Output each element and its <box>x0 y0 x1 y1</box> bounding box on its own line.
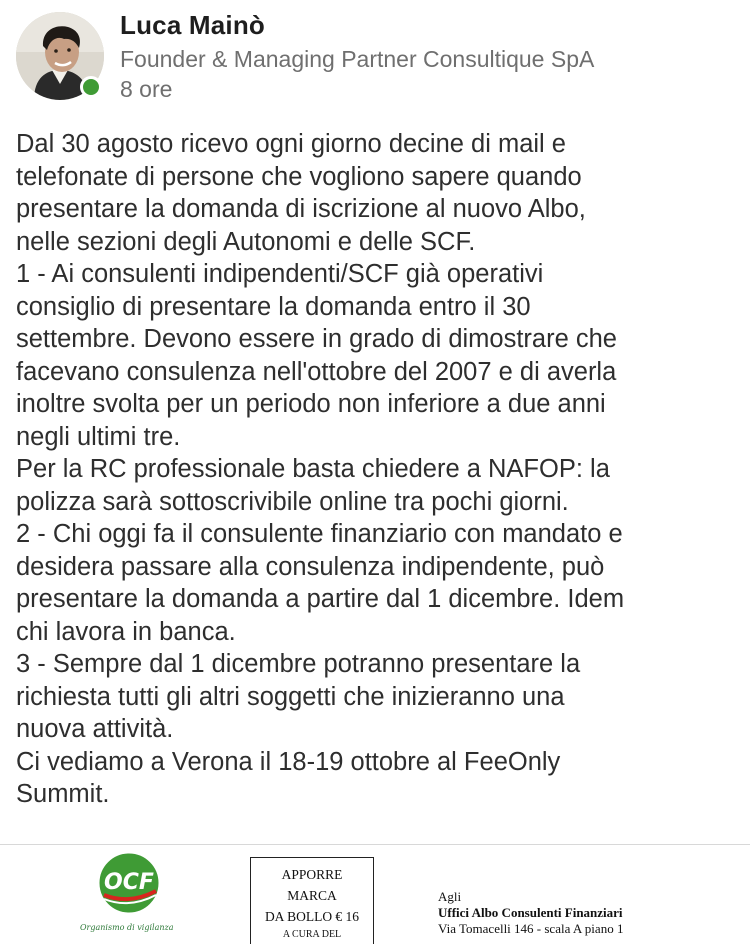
post-body-line: consiglio di presentare la domanda entro il 30 <box>16 292 531 321</box>
ocf-logo <box>92 851 170 919</box>
post-body-line: Per la RC professionale basta chiedere a NAFOP: la <box>16 455 610 483</box>
online-status-indicator <box>80 76 102 98</box>
post-body-line: 1 - Ai consulenti indipendenti/SCF già operativi <box>16 260 544 288</box>
attached-document-image[interactable] <box>0 844 750 944</box>
post-body <box>16 128 744 811</box>
post-body-line: nuova attività. <box>16 715 174 743</box>
post-body-line: chi lavora in banca. <box>16 617 236 646</box>
avatar[interactable] <box>16 12 104 100</box>
post-body-line: negli ultimi tre. <box>16 422 181 451</box>
address-line: Agli <box>438 889 462 904</box>
post-body-line: richiesta tutti gli altri soggetti che inizieranno una <box>16 682 565 711</box>
revenue-stamp-box <box>250 857 374 944</box>
post-body-line: 3 - Sempre dal 1 dicembre potranno presentare la <box>16 650 581 678</box>
stamp-line: APPORRE <box>281 867 343 882</box>
address-line: Via Tomacelli 146 - scala A piano 1 <box>438 921 624 936</box>
post-body-line: Summit. <box>16 780 110 808</box>
post-body-line: desidera passare alla consulenza indipendente, può <box>16 552 605 581</box>
stamp-line: MARCA <box>287 888 337 903</box>
post-body-line: Dal 30 agosto ricevo ogni giorno decine di mail e <box>16 130 566 158</box>
post-body-line: presentare la domanda di iscrizione al nuovo Albo, <box>16 195 586 223</box>
post-body-line: facevano consulenza nell'ottobre del 2007 e di averla <box>16 357 617 386</box>
post-timestamp[interactable]: 8 ore <box>120 76 173 102</box>
post-body-line: 2 - Chi oggi fa il consulente finanziario con mandato e <box>16 520 623 548</box>
post-body-line: telefonate di persone che vogliono sapere quando <box>16 162 582 191</box>
stamp-line: DA BOLLO € 16 <box>264 909 360 924</box>
stamp-line: A CURA DEL <box>282 929 342 940</box>
ocf-logo-text: OCF <box>104 870 154 895</box>
post-header <box>0 0 750 120</box>
post-body-line: polizza sarà sottoscrivibile online tra pochi giorni. <box>16 487 569 516</box>
recipient-address <box>438 889 623 937</box>
post-body-line: inoltre svolta per un periodo non inferiore a due anni <box>16 390 606 418</box>
post-body-line: Ci vediamo a Verona il 18-19 ottobre al FeeOnly <box>16 747 561 776</box>
post-body-line: nelle sezioni degli Autonomi e delle SCF. <box>16 227 476 256</box>
address-line: Uffici Albo Consulenti Finanziari <box>438 905 623 920</box>
author-headline: Founder & Managing Partner Consultique SpA <box>120 46 595 72</box>
post-body-line: presentare la domanda a partire dal 1 dicembre. Idem <box>16 585 625 613</box>
post-body-line: settembre. Devono essere in grado di dimostrare che <box>16 325 617 353</box>
ocf-caption: Organismo di vigilanza <box>80 923 174 932</box>
author-name[interactable]: Luca Mainò <box>120 10 266 40</box>
